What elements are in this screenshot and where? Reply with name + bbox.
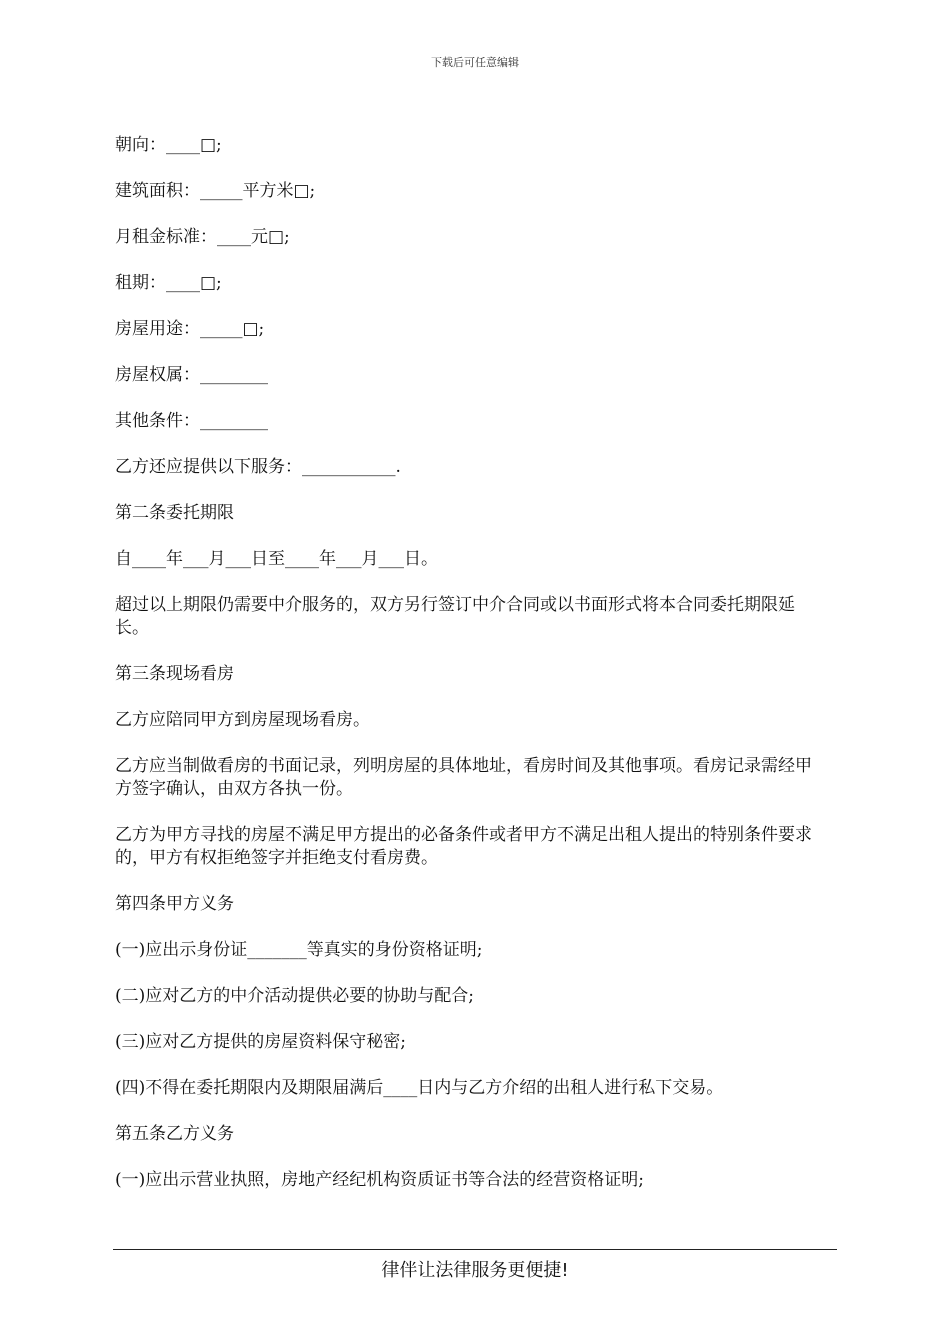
section-heading-3: 第三条现场看房: [115, 664, 234, 684]
document-body: [115, 134, 825, 1192]
paragraph-extension: 超过以上期限仍需要中介服务的，双方另行签订中介合同或以书面形式将本合同委托期限延长。: [115, 595, 795, 638]
paragraph-monthly-rent: 月租金标准：____元□;: [115, 227, 290, 247]
paragraph-orientation: 朝向：____□;: [115, 135, 222, 155]
paragraph-other-conditions: 其他条件：________: [115, 411, 268, 431]
page-header: 下载后可任意编辑: [431, 56, 519, 69]
footer-divider: [113, 1249, 837, 1250]
paragraph-viewing-record: 乙方应当制做看房的书面记录，列明房屋的具体地址，看房时间及其他事项。看房记录需经甲方签字确认，由双方各执一份。: [115, 756, 812, 799]
paragraph-extra-services: 乙方还应提供以下服务：___________.: [115, 457, 401, 477]
paragraph-lease-term: 租期：____□;: [115, 273, 222, 293]
page-footer: 律伴让法律服务更便捷!: [381, 1260, 569, 1281]
list-item-b1: (一)应出示营业执照，房地产经纪机构资质证书等合法的经营资格证明;: [115, 1170, 644, 1190]
paragraph-refusal: 乙方为甲方寻找的房屋不满足甲方提出的必备条件或者甲方不满足出租人提出的特别条件要求的，甲方有权拒绝签字并拒绝支付看房费。: [115, 825, 812, 868]
section-heading-5: 第五条乙方义务: [115, 1124, 234, 1144]
paragraph-house-use: 房屋用途：_____□;: [115, 319, 265, 339]
list-item-a1: (一)应出示身份证_______等真实的身份资格证明;: [115, 940, 483, 960]
list-item-a4: (四)不得在委托期限内及期限届满后____日内与乙方介绍的出租人进行私下交易。: [115, 1078, 724, 1098]
paragraph-accompany: 乙方应陪同甲方到房屋现场看房。: [115, 710, 370, 730]
paragraph-building-area: 建筑面积：_____平方米□;: [115, 181, 316, 201]
list-item-a2: (二)应对乙方的中介活动提供必要的协助与配合;: [115, 986, 474, 1006]
section-heading-4: 第四条甲方义务: [115, 894, 234, 914]
list-item-a3: (三)应对乙方提供的房屋资料保守秘密;: [115, 1032, 406, 1052]
section-heading-2: 第二条委托期限: [115, 503, 234, 523]
paragraph-ownership: 房屋权属：________: [115, 365, 268, 385]
paragraph-period: 自____年___月___日至____年___月___日。: [115, 549, 438, 569]
